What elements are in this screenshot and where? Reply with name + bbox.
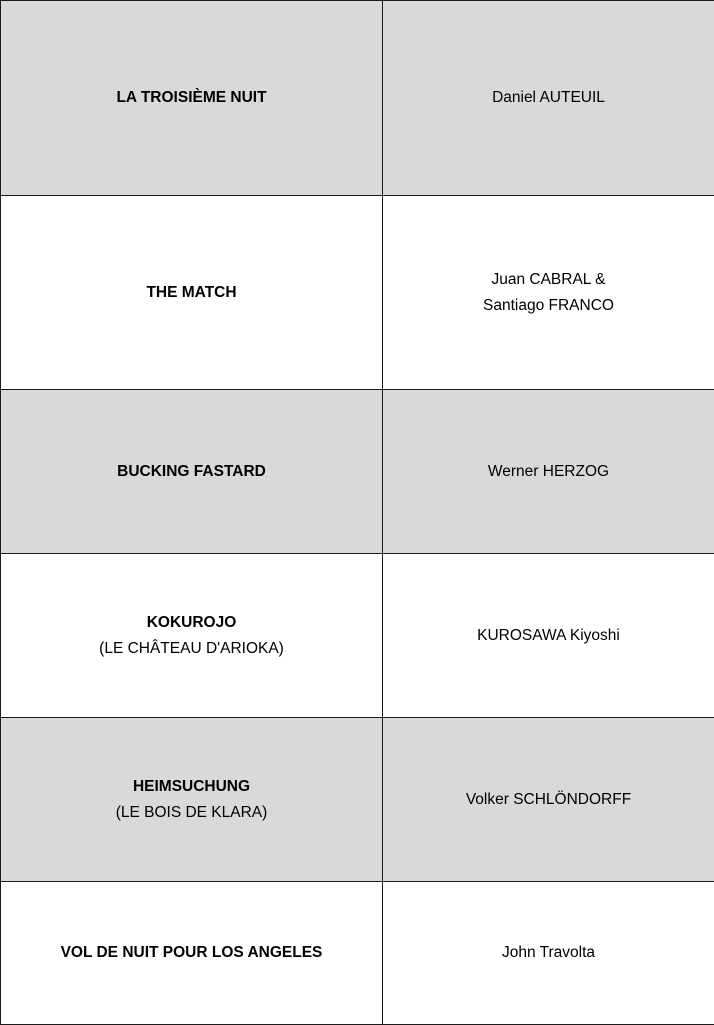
film-title-cell — [1, 718, 383, 882]
director-name: Juan CABRAL & — [393, 267, 704, 293]
film-title-cell — [1, 196, 383, 390]
film-subtitle: (LE CHÂTEAU D'ARIOKA) — [11, 636, 372, 662]
film-title: LA TROISIÈME NUIT — [11, 85, 372, 111]
director-name: Daniel AUTEUIL — [393, 85, 704, 111]
film-title: KOKUROJO — [11, 610, 372, 636]
film-title: THE MATCH — [11, 280, 372, 306]
director-cell — [383, 718, 714, 882]
film-title: HEIMSUCHUNG — [11, 774, 372, 800]
director-cell — [383, 882, 714, 1025]
film-title-cell — [1, 882, 383, 1025]
table-row — [1, 196, 714, 390]
table-row — [1, 554, 714, 718]
director-cell — [383, 1, 714, 196]
table-row — [1, 882, 714, 1025]
director-name: Santiago FRANCO — [393, 293, 704, 319]
director-cell — [383, 554, 714, 718]
director-name: KUROSAWA Kiyoshi — [393, 623, 704, 649]
film-title-cell — [1, 554, 383, 718]
film-title-cell — [1, 390, 383, 554]
director-cell — [383, 196, 714, 390]
director-name: Volker SCHLÖNDORFF — [393, 787, 704, 813]
film-title: BUCKING FASTARD — [11, 459, 372, 485]
table-row — [1, 1, 714, 196]
director-name: John Travolta — [393, 940, 704, 966]
director-cell — [383, 390, 714, 554]
film-subtitle: (LE BOIS DE KLARA) — [11, 800, 372, 826]
film-title: VOL DE NUIT POUR LOS ANGELES — [11, 940, 372, 966]
table-row — [1, 718, 714, 882]
table-row — [1, 390, 714, 554]
film-title-cell — [1, 1, 383, 196]
director-name: Werner HERZOG — [393, 459, 704, 485]
